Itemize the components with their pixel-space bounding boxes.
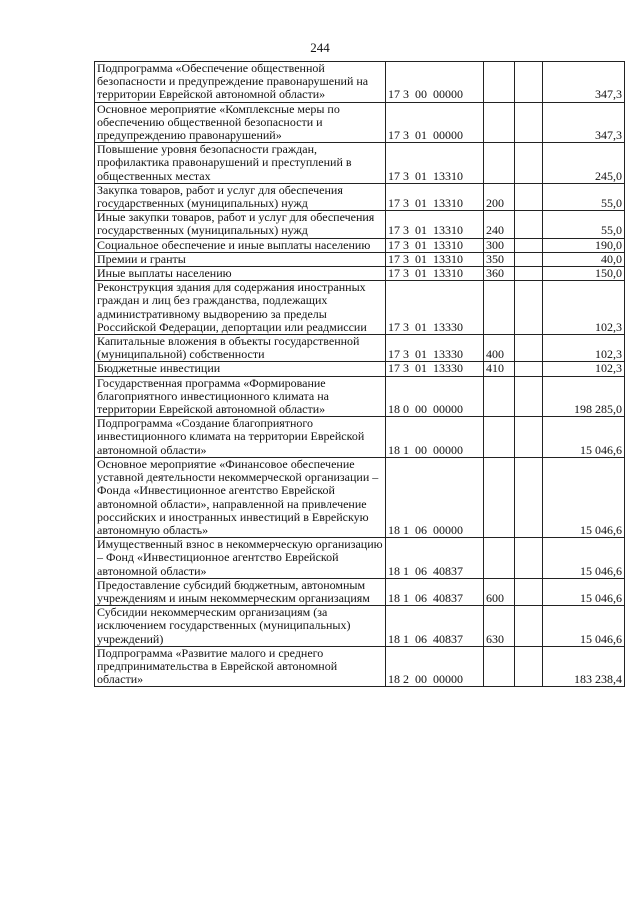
row-blank-cell (515, 457, 543, 537)
row-name: Реконструкция здания для содержания иностранных граждан и лиц без гражданства, подлежащих административному выдворению за пределы Российской Федерации, депортации или реадмиссии (95, 281, 386, 335)
row-code: 17 3 01 13310 (386, 211, 484, 238)
row-expense-type: 400 (484, 335, 515, 362)
row-amount: 102,3 (543, 281, 625, 335)
row-blank-cell (515, 143, 543, 184)
table-row (95, 62, 625, 103)
row-expense-type (484, 457, 515, 537)
row-name: Бюджетные инвестиции (95, 362, 386, 376)
row-name: Иные закупки товаров, работ и услуг для обеспечения государственных (муниципальных) нужд (95, 211, 386, 238)
row-code: 17 3 01 13330 (386, 281, 484, 335)
row-code: 17 3 01 13330 (386, 362, 484, 376)
table-row (95, 538, 625, 579)
page-number: 244 (310, 40, 330, 55)
row-expense-type: 600 (484, 578, 515, 605)
row-expense-type: 300 (484, 238, 515, 252)
row-amount: 40,0 (543, 252, 625, 266)
row-blank-cell (515, 362, 543, 376)
budget-table-body (95, 62, 625, 687)
row-expense-type (484, 376, 515, 417)
row-code: 17 3 01 13310 (386, 183, 484, 210)
row-amount: 102,3 (543, 362, 625, 376)
row-name: Подпрограмма «Создание благоприятного инвестиционного климата на территории Еврейской автономной области» (95, 417, 386, 458)
table-row (95, 457, 625, 537)
row-name: Социальное обеспечение и иные выплаты населению (95, 238, 386, 252)
table-row (95, 376, 625, 417)
row-expense-type: 630 (484, 606, 515, 647)
row-expense-type (484, 417, 515, 458)
row-amount: 190,0 (543, 238, 625, 252)
row-code: 17 3 01 13310 (386, 252, 484, 266)
row-amount: 347,3 (543, 62, 625, 103)
row-amount: 15 046,6 (543, 578, 625, 605)
table-row (95, 281, 625, 335)
row-blank-cell (515, 238, 543, 252)
table-row (95, 143, 625, 184)
table-row (95, 252, 625, 266)
row-name: Основное мероприятие «Комплексные меры по обеспечению общественной безопасности и предупреждению правонарушений» (95, 102, 386, 143)
row-expense-type: 350 (484, 252, 515, 266)
row-amount: 15 046,6 (543, 457, 625, 537)
row-blank-cell (515, 606, 543, 647)
row-expense-type: 200 (484, 183, 515, 210)
row-expense-type: 410 (484, 362, 515, 376)
row-amount: 347,3 (543, 102, 625, 143)
row-code: 17 3 01 13330 (386, 335, 484, 362)
row-code: 18 1 06 40837 (386, 578, 484, 605)
row-code: 17 3 01 13310 (386, 143, 484, 184)
row-amount: 15 046,6 (543, 538, 625, 579)
table-row (95, 606, 625, 647)
row-name: Повышение уровня безопасности граждан, профилактика правонарушений и преступлений в общественных местах (95, 143, 386, 184)
table-row (95, 646, 625, 687)
row-expense-type (484, 102, 515, 143)
row-name: Премии и гранты (95, 252, 386, 266)
row-amount: 102,3 (543, 335, 625, 362)
row-blank-cell (515, 281, 543, 335)
row-expense-type (484, 143, 515, 184)
table-row (95, 362, 625, 376)
row-amount: 55,0 (543, 183, 625, 210)
row-blank-cell (515, 646, 543, 687)
row-blank-cell (515, 417, 543, 458)
row-blank-cell (515, 211, 543, 238)
row-amount: 15 046,6 (543, 606, 625, 647)
table-row (95, 183, 625, 210)
row-name: Подпрограмма «Обеспечение общественной безопасности и предупреждение правонарушений на территории Еврейской автономной области» (95, 62, 386, 103)
row-blank-cell (515, 267, 543, 281)
row-blank-cell (515, 335, 543, 362)
table-row (95, 102, 625, 143)
row-code: 18 1 06 40837 (386, 606, 484, 647)
row-expense-type (484, 646, 515, 687)
budget-table (94, 61, 625, 687)
row-name: Предоставление субсидий бюджетным, автономным учреждениям и иным некоммерческим организациям (95, 578, 386, 605)
row-amount: 198 285,0 (543, 376, 625, 417)
row-name: Подпрограмма «Развитие малого и среднего предпринимательства в Еврейской автономной области» (95, 646, 386, 687)
table-row (95, 238, 625, 252)
row-expense-type: 360 (484, 267, 515, 281)
row-expense-type (484, 281, 515, 335)
row-code: 17 3 00 00000 (386, 62, 484, 103)
row-code: 17 3 01 13310 (386, 267, 484, 281)
row-code: 18 1 06 00000 (386, 457, 484, 537)
row-expense-type (484, 62, 515, 103)
row-blank-cell (515, 578, 543, 605)
table-row (95, 578, 625, 605)
row-name: Имущественный взнос в некоммерческую организацию – Фонд «Инвестиционное агентство Еврейской автономной области» (95, 538, 386, 579)
row-expense-type: 240 (484, 211, 515, 238)
row-expense-type (484, 538, 515, 579)
row-amount: 15 046,6 (543, 417, 625, 458)
row-code: 18 0 00 00000 (386, 376, 484, 417)
row-code: 18 1 00 00000 (386, 417, 484, 458)
row-code: 18 1 06 40837 (386, 538, 484, 579)
row-name: Субсидии некоммерческим организациям (за исключением государственных (муниципальных) учреждений) (95, 606, 386, 647)
row-blank-cell (515, 183, 543, 210)
row-name: Закупка товаров, работ и услуг для обеспечения государственных (муниципальных) нужд (95, 183, 386, 210)
row-blank-cell (515, 252, 543, 266)
table-row (95, 335, 625, 362)
row-code: 17 3 01 13310 (386, 238, 484, 252)
table-row (95, 211, 625, 238)
row-amount: 55,0 (543, 211, 625, 238)
row-code: 18 2 00 00000 (386, 646, 484, 687)
row-blank-cell (515, 376, 543, 417)
row-name: Государственная программа «Формирование благоприятного инвестиционного климата на территории Еврейской автономной области» (95, 376, 386, 417)
row-name: Иные выплаты населению (95, 267, 386, 281)
row-amount: 245,0 (543, 143, 625, 184)
row-code: 17 3 01 00000 (386, 102, 484, 143)
row-blank-cell (515, 538, 543, 579)
row-name: Капитальные вложения в объекты государственной (муниципальной) собственности (95, 335, 386, 362)
row-blank-cell (515, 62, 543, 103)
row-blank-cell (515, 102, 543, 143)
table-row (95, 267, 625, 281)
row-amount: 183 238,4 (543, 646, 625, 687)
row-amount: 150,0 (543, 267, 625, 281)
row-name: Основное мероприятие «Финансовое обеспечение уставной деятельности некоммерческой организации – Фонда «Инвестиционное агентство Еврейской автономной области», направленной на привлечение российских и иностранных инвестиций в Еврейскую автономную область» (95, 457, 386, 537)
table-row (95, 417, 625, 458)
